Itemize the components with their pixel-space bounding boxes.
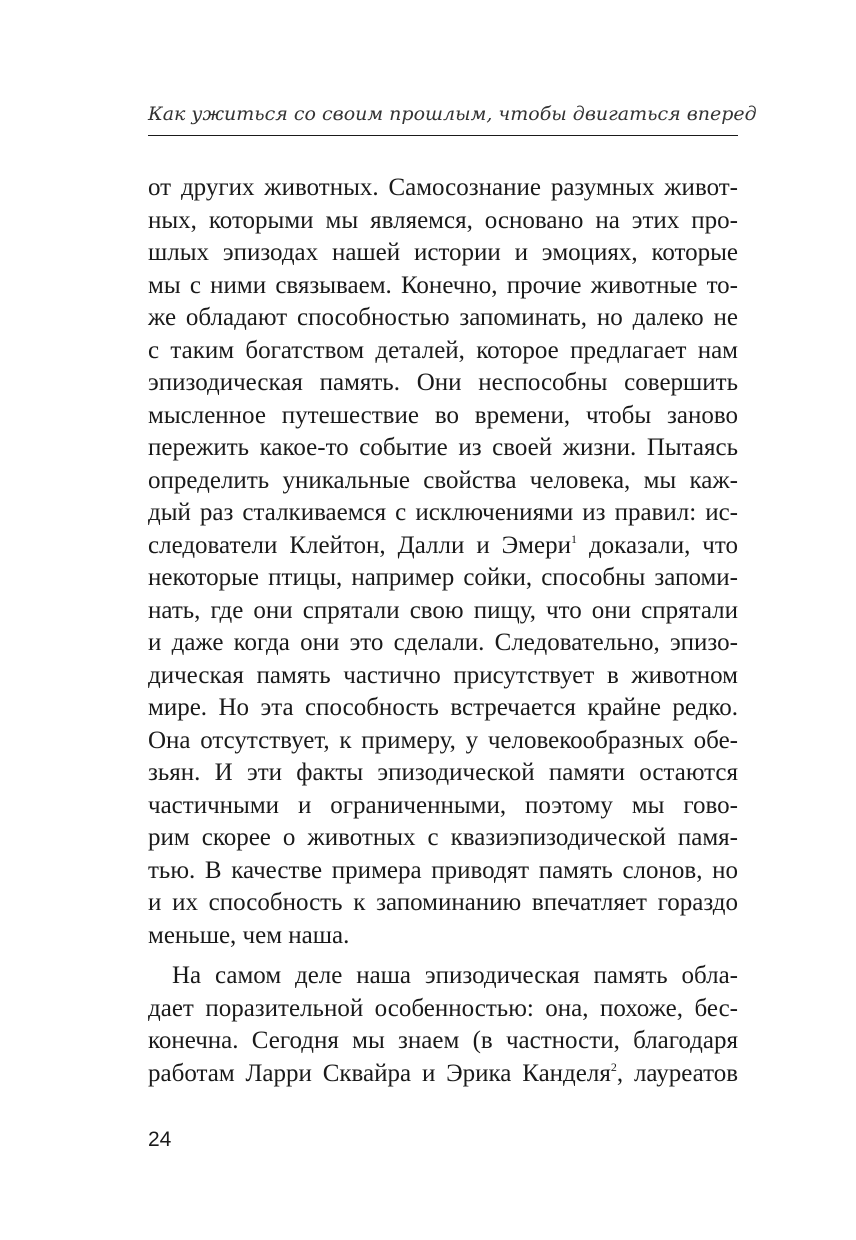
text-line: тью. В качестве примера приводят память слонов, но <box>148 856 738 884</box>
body-text <box>148 172 738 1090</box>
text-line: дическая память частично присутствует в животном <box>148 661 738 689</box>
footnote-marker: 1 <box>570 531 577 546</box>
text-line: мысленное путешествие во времени, чтобы заново <box>148 401 738 429</box>
header-rule <box>148 135 738 136</box>
line-text: следователи Клейтон, Далли и Эмери <box>148 531 571 559</box>
running-head: Как ужиться со своим прошлым, чтобы двигаться вперед <box>148 103 757 125</box>
text-line: от других животных. Самосознание разумных живот- <box>148 174 738 201</box>
text-line-with-footnote <box>148 530 738 563</box>
page-number: 24 <box>148 1128 172 1151</box>
line-text: работам Ларри Сквайра и Эрика Канделя <box>148 1059 611 1087</box>
paragraph-gap <box>148 952 738 960</box>
text-line: мы с ними связываем. Конечно, прочие животные то- <box>148 271 738 299</box>
text-line: и даже когда они это сделали. Следовательно, эпизо- <box>148 629 738 656</box>
text-line: с таким богатством деталей, которое предлагает нам <box>148 336 738 364</box>
text-line: шлых эпизодах нашей истории и эмоциях, которые <box>148 239 738 266</box>
text-line: На самом деле наша эпизодическая память обла- <box>172 962 738 989</box>
text-line: частичными и ограниченными, поэтому мы гово- <box>148 791 738 819</box>
text-line: пережить какое-то событие из своей жизни. Пытаясь <box>148 434 738 461</box>
text-line-with-footnote <box>148 1058 738 1091</box>
text-line: нать, где они спрятали свою пищу, что они спрятали <box>148 596 738 624</box>
text-line: же обладают способностью запоминать, но далеко не <box>148 304 738 331</box>
text-line: некоторые птицы, например сойки, способны запоми- <box>148 564 738 591</box>
text-line: определить уникальные свойства человека, мы каж- <box>148 466 738 494</box>
footnote-marker: 2 <box>610 1059 617 1074</box>
text-line: эпизодическая память. Они неспособны совершить <box>148 369 738 396</box>
text-line: дает поразительной особенностью: она, похоже, бес- <box>148 994 738 1022</box>
line-text: доказали, что <box>576 531 738 559</box>
text-line: зьян. И эти факты эпизодической памяти остаются <box>148 759 738 786</box>
text-line: дый раз сталкиваемся с исключениями из правил: ис- <box>148 499 738 526</box>
text-line: меньше, чем наша. <box>148 921 350 949</box>
line-text: , лауреатов <box>616 1059 738 1087</box>
text-line: конечна. Сегодня мы знаем (в частности, благодаря <box>148 1027 738 1054</box>
text-line: Она отсутствует, к примеру, у человекообразных обе- <box>148 726 738 754</box>
text-line: ных, которыми мы являемся, основано на этих про- <box>148 206 738 234</box>
text-line: рим скорее о животных с квазиэпизодической памя- <box>148 824 738 851</box>
text-line: мире. Но эта способность встречается крайне редко. <box>148 694 738 721</box>
text-line: и их способность к запоминанию впечатляет гораздо <box>148 889 738 916</box>
